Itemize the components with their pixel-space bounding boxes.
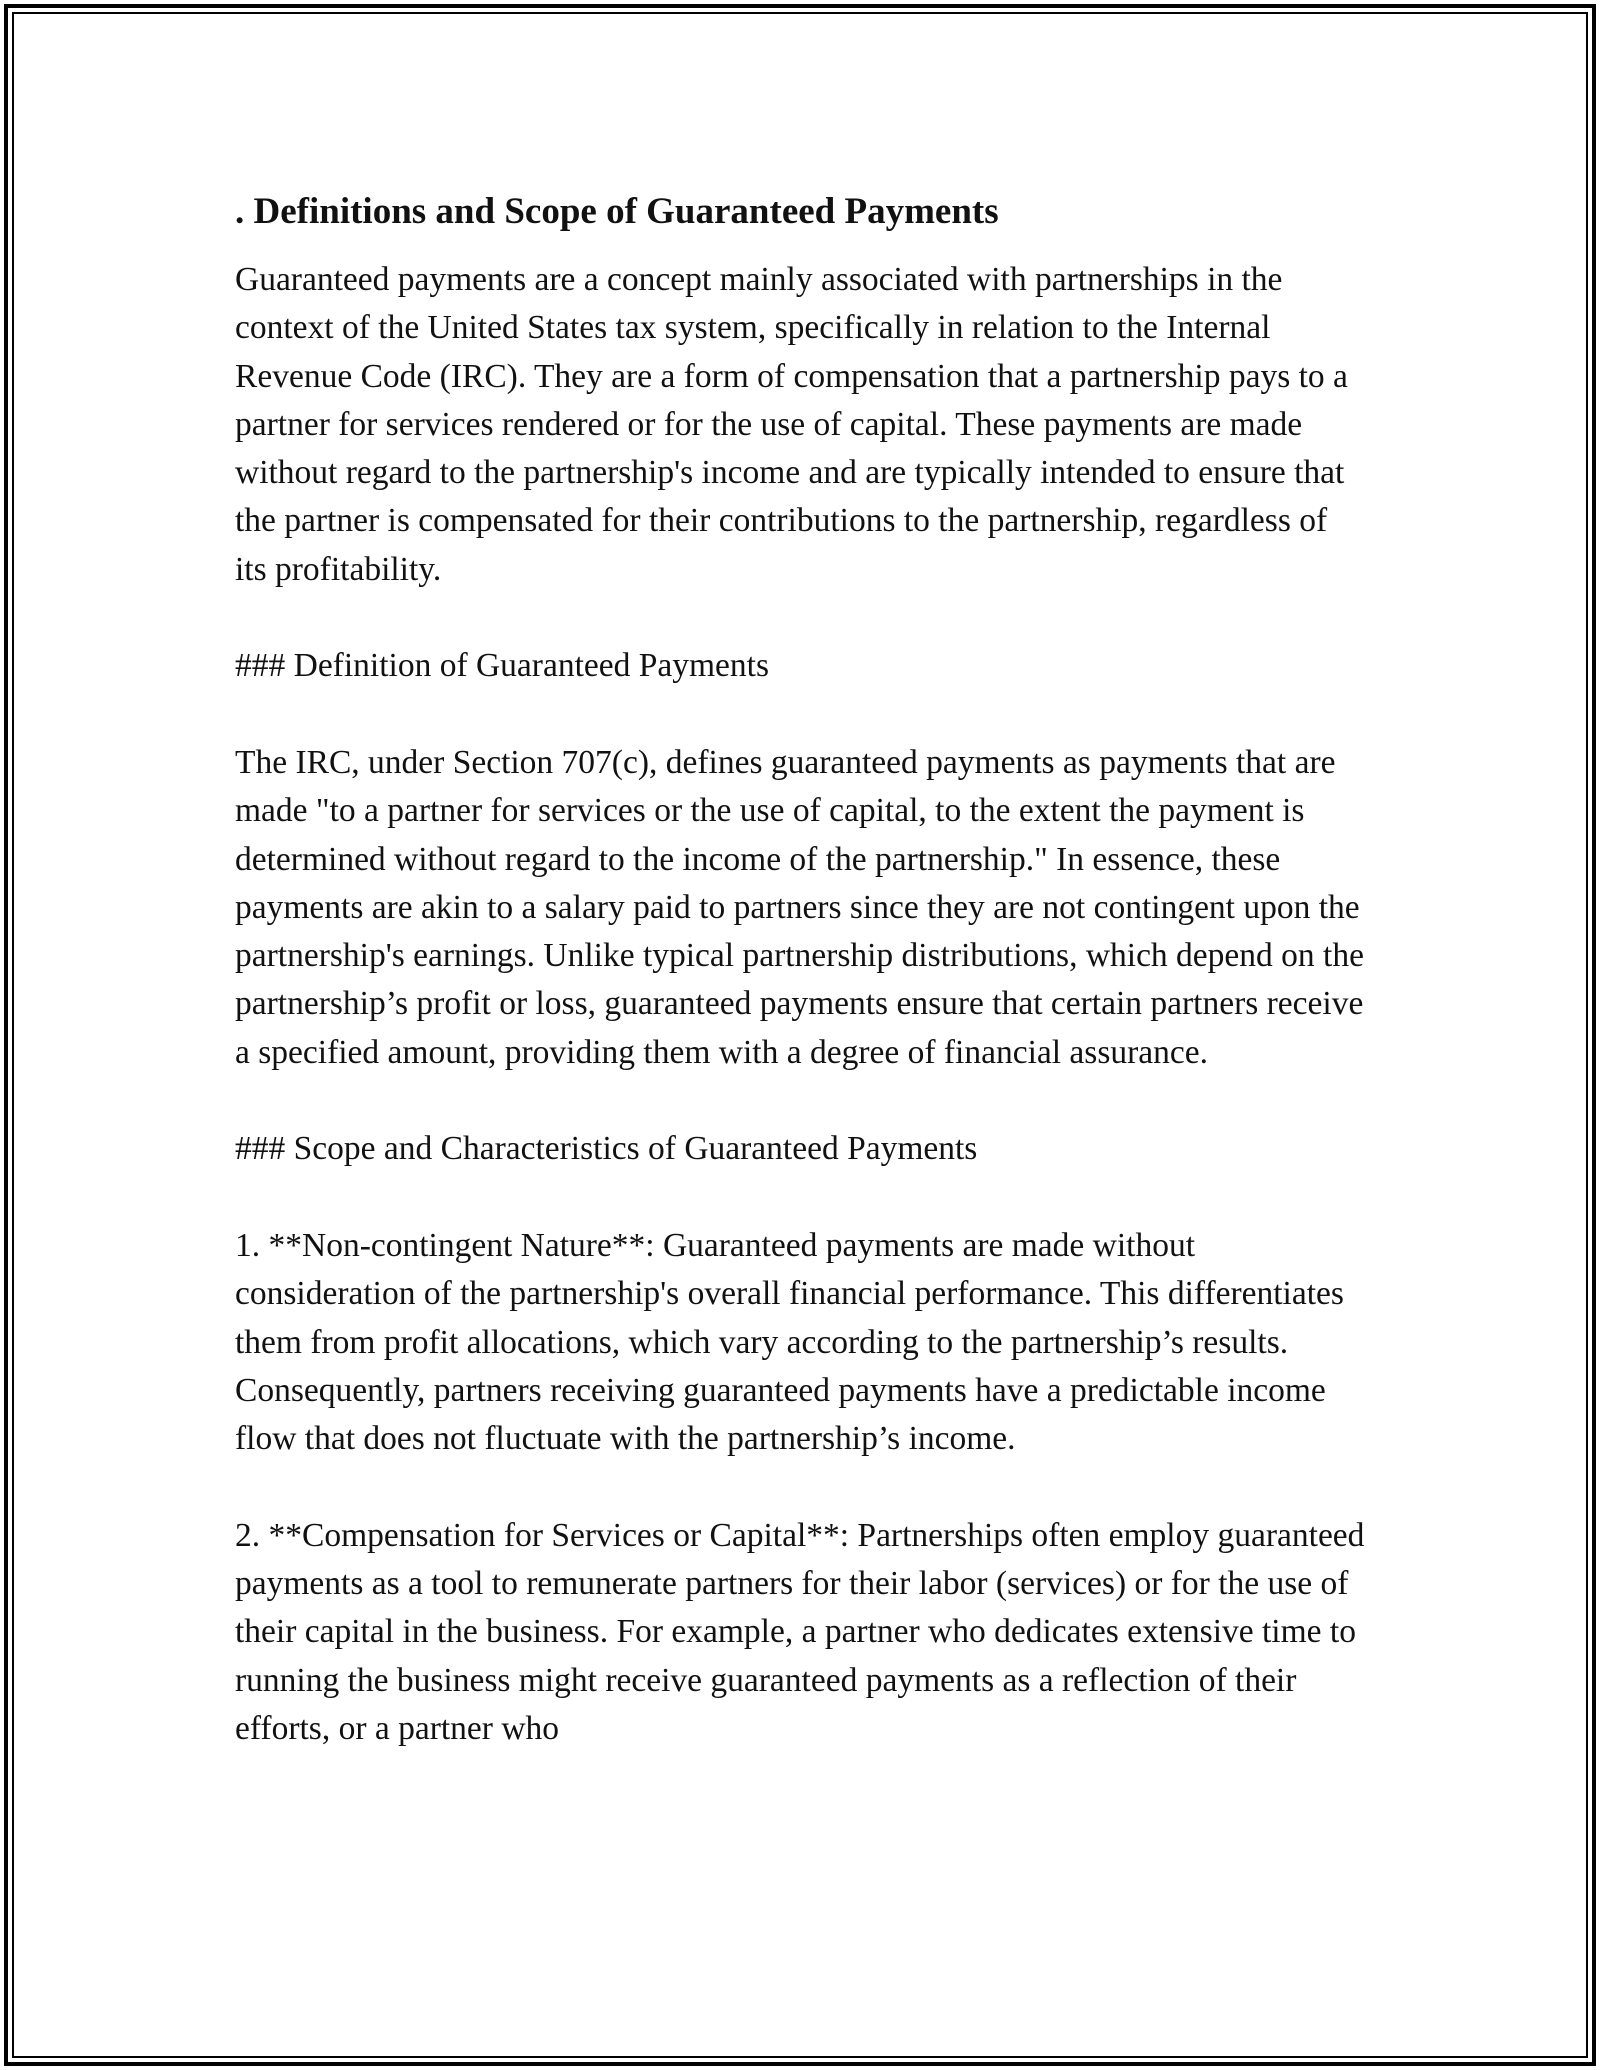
intro-paragraph: Guaranteed payments are a concept mainly associated with partnerships in the context of the United States tax system, specifically in relation to the Internal Revenue Code (IRC). They are a form of compensation that a partnership pays to a partner for services rendered or for the use of capital. These payments are made without regard to the partnership's income and are typically intended to ensure that the partner is compensated for their contributions to the partnership, regardless of its profitability. xyxy=(235,261,1348,588)
document-title: . Definitions and Scope of Guaranteed Payments xyxy=(235,191,999,232)
paragraph-spacer xyxy=(235,1463,1365,1511)
list-item-compensation: 2. **Compensation for Services or Capital**: Partnerships often employ guaranteed payments as a tool to remunerate partners for their labor (services) or for the use of their capital in the business. For example, a partner who dedicates extensive time to running the business might receive guaranteed payments as a reflection of their efforts, or a partner who xyxy=(235,1516,1365,1747)
list-item-non-contingent: 1. **Non-contingent Nature**: Guaranteed payments are made without consideration of the partnership's overall financial performance. This differentiates them from profit allocations, which vary according to the partnership’s results. Consequently, partners receiving guaranteed payments have a predictable income flow that does not fluctuate with the partnership’s income. xyxy=(235,1226,1344,1458)
paragraph-spacer xyxy=(235,594,1365,642)
definition-heading: ### Definition of Guaranteed Payments xyxy=(235,647,770,685)
paragraph-spacer xyxy=(235,691,1365,739)
paragraph-spacer xyxy=(235,1174,1365,1222)
scope-heading: ### Scope and Characteristics of Guaranteed Payments xyxy=(235,1130,978,1168)
definition-paragraph: The IRC, under Section 707(c), defines guaranteed payments as payments that are made "to a partner for services or the use of capital, to the extent the payment is determined without regard to the income of the partnership." In essence, these payments are akin to a salary paid to partners since they are not contingent upon the partnership's earnings. Unlike typical partnership distributions, which depend on the partnership’s profit or loss, guaranteed payments ensure that certain partners receive a specified amount, providing them with a degree of financial assurance. xyxy=(235,743,1364,1071)
paragraph-spacer xyxy=(235,1077,1365,1125)
document-body xyxy=(235,186,1365,1753)
